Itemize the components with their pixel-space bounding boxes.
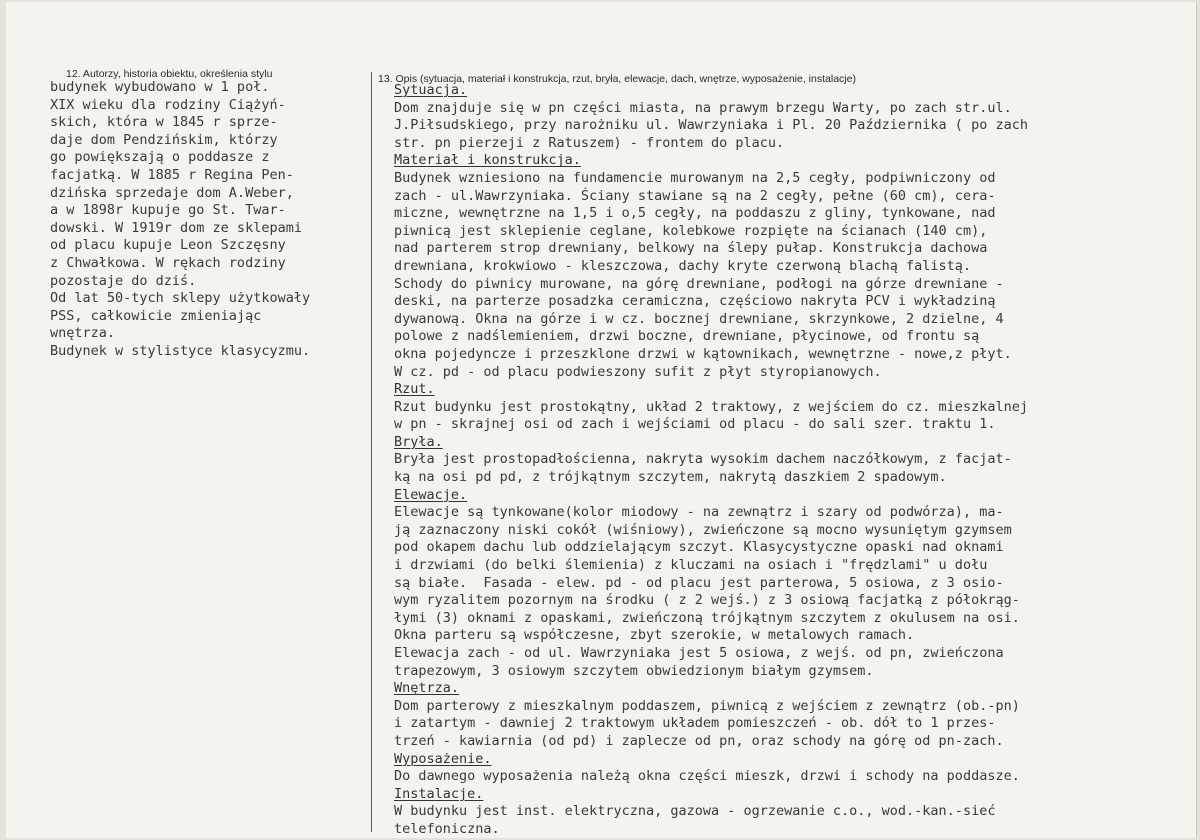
description-line: dywanową. Okna na górze i w cz. bocznej drewniane, skrzynkowe, 2 dzielne, 4: [394, 310, 1004, 327]
history-line: dowski. W 1919r dom ze sklepami: [50, 219, 302, 236]
section-12-heading: 12. Autorzy, historia obiektu, określenia stylu: [66, 68, 273, 80]
section-title: Elewacje.: [394, 486, 468, 503]
description-line: Elewacje są tynkowane(kolor miodowy - na zewnątrz i szary od podwórza), ma-: [394, 504, 1004, 521]
description-line: Dom znajduje się w pn części miasta, na prawym brzegu Warty, po zach str.ul.: [394, 99, 1012, 116]
description-line: nad parterem strop drewniany, belkowy na ślepy pułap. Konstrukcja dachowa: [394, 240, 988, 257]
history-line: Od lat 50-tych sklepy użytkowały: [50, 290, 311, 307]
description-line: J.Piłsudskiego, przy narożniku ul. Wawrzyniaka i Pl. 20 Października ( po zach: [394, 117, 1028, 134]
description-line: trzeń - kawiarnia (od pd) i zaplecze od pn, oraz schody na górę od pn-zach.: [394, 732, 1004, 749]
description-line: są białe. Fasada - elew. pd - od placu jest parterowa, 5 osiowa, z 3 osio-: [394, 574, 1004, 591]
description-line: Rzut budynku jest prostokątny, układ 2 traktowy, z wejściem do cz. mieszkalnej: [394, 398, 1028, 415]
history-line: facjatką. W 1885 r Regina Pen-: [50, 166, 294, 183]
section-title: Sytuacja.: [394, 82, 468, 98]
description-line: Budynek wzniesiono na fundamencie murowanym na 2,5 cegły, podpiwniczony od: [394, 169, 996, 186]
section-title: Materiał i konstrukcja.: [394, 152, 581, 169]
description-line: ją zaznaczony niski cokół (wiśniowy), zwieńczone są mocno wysuniętym gzymsem: [394, 521, 1012, 538]
history-line: XIX wieku dla rodziny Ciążyń-: [50, 96, 286, 113]
description-line: telefoniczna.: [394, 820, 500, 837]
description-line: i zatartym - dawniej 2 traktowym układem pomieszczeń - ob. dół to 1 przes-: [394, 715, 996, 732]
description-line: drewniana, krokwiowo - kleszczowa, dachy kryte czerwoną blachą falistą.: [394, 257, 972, 274]
description-text: [394, 82, 1194, 839]
history-line: skich, która w 1845 r sprze-: [50, 114, 278, 131]
record-card: [6, 2, 1197, 838]
description-line: w pn - skrajnej osi od zach i wejściami od placu - do sali szer. traktu 1.: [394, 416, 996, 433]
history-line: daje dom Pendzińskim, którzy: [50, 131, 278, 148]
history-line: a w 1898r kupuje go St. Twar-: [50, 202, 286, 219]
description-line: wym ryzalitem pozornym na środku ( z 2 wejś.) z 3 osiową facjatką z półokrąg-: [394, 592, 1020, 609]
description-line: deski, na parterze posadzka ceramiczna, częściowo nakryta PCV i wykładziną: [394, 293, 996, 310]
description-line: Elewacja zach - od ul. Wawrzyniaka jest 5 osiowa, z wejś. od pn, zwieńczona: [394, 645, 1004, 661]
description-line: Okna parteru są współczesne, zbyt szerokie, w metalowych ramach.: [394, 627, 915, 644]
history-line: dzińska sprzedaje dom A.Weber,: [50, 184, 294, 201]
description-line: Do dawnego wyposażenia należą okna części mieszk, drzwi i schody na poddasze.: [394, 768, 1020, 785]
description-line: zach - ul.Wawrzyniaka. Ściany stawiane są na 2 cegły, pełne (60 cm), cera-: [394, 187, 996, 204]
description-line: polowe z nadślemieniem, drzwi boczne, drewniane, płycinowe, od frontu są: [394, 328, 980, 345]
description-line: miczne, wewnętrzne na 1,5 i o,5 cegły, na poddaszu z gliny, tynkowane, nad: [394, 205, 996, 222]
history-line: z Chwałkowa. W rękach rodziny: [50, 254, 286, 271]
description-line: Bryła jest prostopadłościenna, nakryta wysokim dachem naczółkowym, z facjat-: [394, 451, 1012, 468]
section-title: Rzut.: [394, 381, 435, 398]
section-title: Wnętrza.: [394, 680, 460, 697]
description-line: str. pn pierzeji z Ratuszem) - frontem do placu.: [394, 134, 785, 151]
description-line: Dom parterowy z mieszkalnym poddaszem, piwnicą z wejściem z zewnątrz (ob.-pn): [394, 697, 1020, 714]
description-line: pod okapem dachu lub oddzielającym szczyt. Klasycystyczne opaski nad oknami: [394, 539, 1004, 556]
section-title: Instalacje.: [394, 785, 484, 802]
description-line: trapezowym, 3 osiowym szczytem obwiedzionym białym gzymsem.: [394, 662, 874, 679]
description-line: ką na osi pd pd, z trójkątnym szczytem, nakrytą daszkiem 2 spadowym.: [394, 469, 947, 486]
section-title: Bryła.: [394, 433, 443, 450]
description-line: piwnicą jest sklepienie ceglane, kolebkowe rozpięte na ścianach (140 cm),: [394, 222, 988, 239]
history-line: pozostaje do dziś.: [50, 272, 197, 289]
history-line: wnętrza.: [50, 325, 116, 342]
history-line: PSS, całkowicie zmieniając: [50, 307, 262, 324]
history-line: budynek wybudowano w 1 poł.: [50, 79, 270, 95]
history-text: [50, 79, 368, 361]
section-title: Wyposażenie.: [394, 750, 492, 767]
history-line: Budynek w stylistyce klasycyzmu.: [50, 342, 311, 359]
description-line: W cz. pd - od placu podwieszony sufit z płyt styropianowych.: [394, 363, 882, 380]
column-divider: [371, 72, 372, 832]
description-line: okna pojedyncze i przeszklone drzwi w kątownikach, wewnętrzne - nowe,z płyt.: [394, 345, 1012, 362]
history-line: go powiększają o poddasze z: [50, 149, 270, 166]
description-line: i drzwiami (do belki ślemienia) z kluczami na osiach i "frędzlami" u dołu: [394, 557, 988, 574]
section-13-heading: 13. Opis (sytuacja, materiał i konstrukcja, rzut, bryła, elewacje, dach, wnętrze, wyposażenie, instalacje): [378, 73, 856, 85]
description-line: W budynku jest inst. elektryczna, gazowa - ogrzewanie c.o., wod.-kan.-sieć: [394, 803, 996, 820]
description-line: Schody do piwnicy murowane, na górę drewniane, podłogi na górze drewniane -: [394, 275, 1004, 292]
history-line: od placu kupuje Leon Szczęsny: [50, 237, 286, 254]
description-line: łymi (3) oknami z opaskami, zwieńczoną trójkątnym szczytem z okulusem na osi.: [394, 609, 1020, 626]
